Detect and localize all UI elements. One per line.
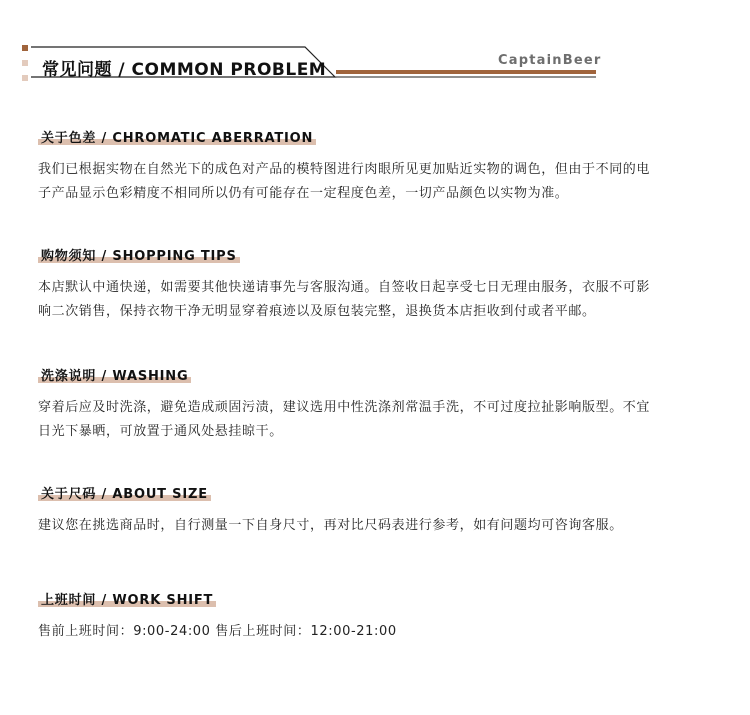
section-size: [38, 483, 718, 538]
section-body: 本店默认中通快递，如需要其他快递请事先与客服沟通。自签收日起享受七日无理由服务，衣服不可影 响二次销售，保持衣物干净无明显穿着痕迹以及原包装完整，退换货本店拒收到付或者平邮。: [38, 280, 651, 319]
section-title: 购物须知 / SHOPPING TIPS: [38, 245, 240, 264]
brand-accent-bar: [336, 70, 596, 74]
section-body: 穿着后应及时洗涤，避免造成顽固污渍，建议选用中性洗涤剂常温手洗，不可过度拉扯影响版型。不宜 日光下暴晒，可放置于通风处悬挂晾干。: [38, 400, 651, 439]
section-washing: [38, 365, 718, 444]
marker-square-3: [22, 75, 28, 81]
header-decoration: [0, 0, 750, 100]
marker-square-1: [22, 45, 28, 51]
page-title: 常见问题 / COMMON PROBLEM: [42, 60, 327, 80]
section-title: 上班时间 / WORK SHIFT: [38, 589, 216, 608]
section-body: 售前上班时间：9:00-24:00 售后上班时间：12:00-21:00: [38, 624, 397, 639]
section-chromatic: [38, 127, 718, 206]
section-title: 关于尺码 / ABOUT SIZE: [38, 483, 211, 502]
page-header: [0, 0, 750, 100]
brand-name: CaptainBeer: [498, 53, 602, 68]
marker-square-2: [22, 60, 28, 66]
section-body: 我们已根据实物在自然光下的成色对产品的模特图进行肉眼所见更加贴近实物的调色，但由于不同的电 子产品显示色彩精度不相同所以仍有可能存在一定程度色差，一切产品颜色以实物为准。: [38, 162, 651, 201]
section-work-shift: [38, 589, 718, 644]
section-body: 建议您在挑选商品时，自行测量一下自身尺寸，再对比尺码表进行参考，如有问题均可咨询客服。: [38, 518, 623, 533]
section-title: 关于色差 / CHROMATIC ABERRATION: [38, 127, 316, 146]
section-title: 洗涤说明 / WASHING: [38, 365, 191, 384]
section-shopping: [38, 245, 718, 324]
